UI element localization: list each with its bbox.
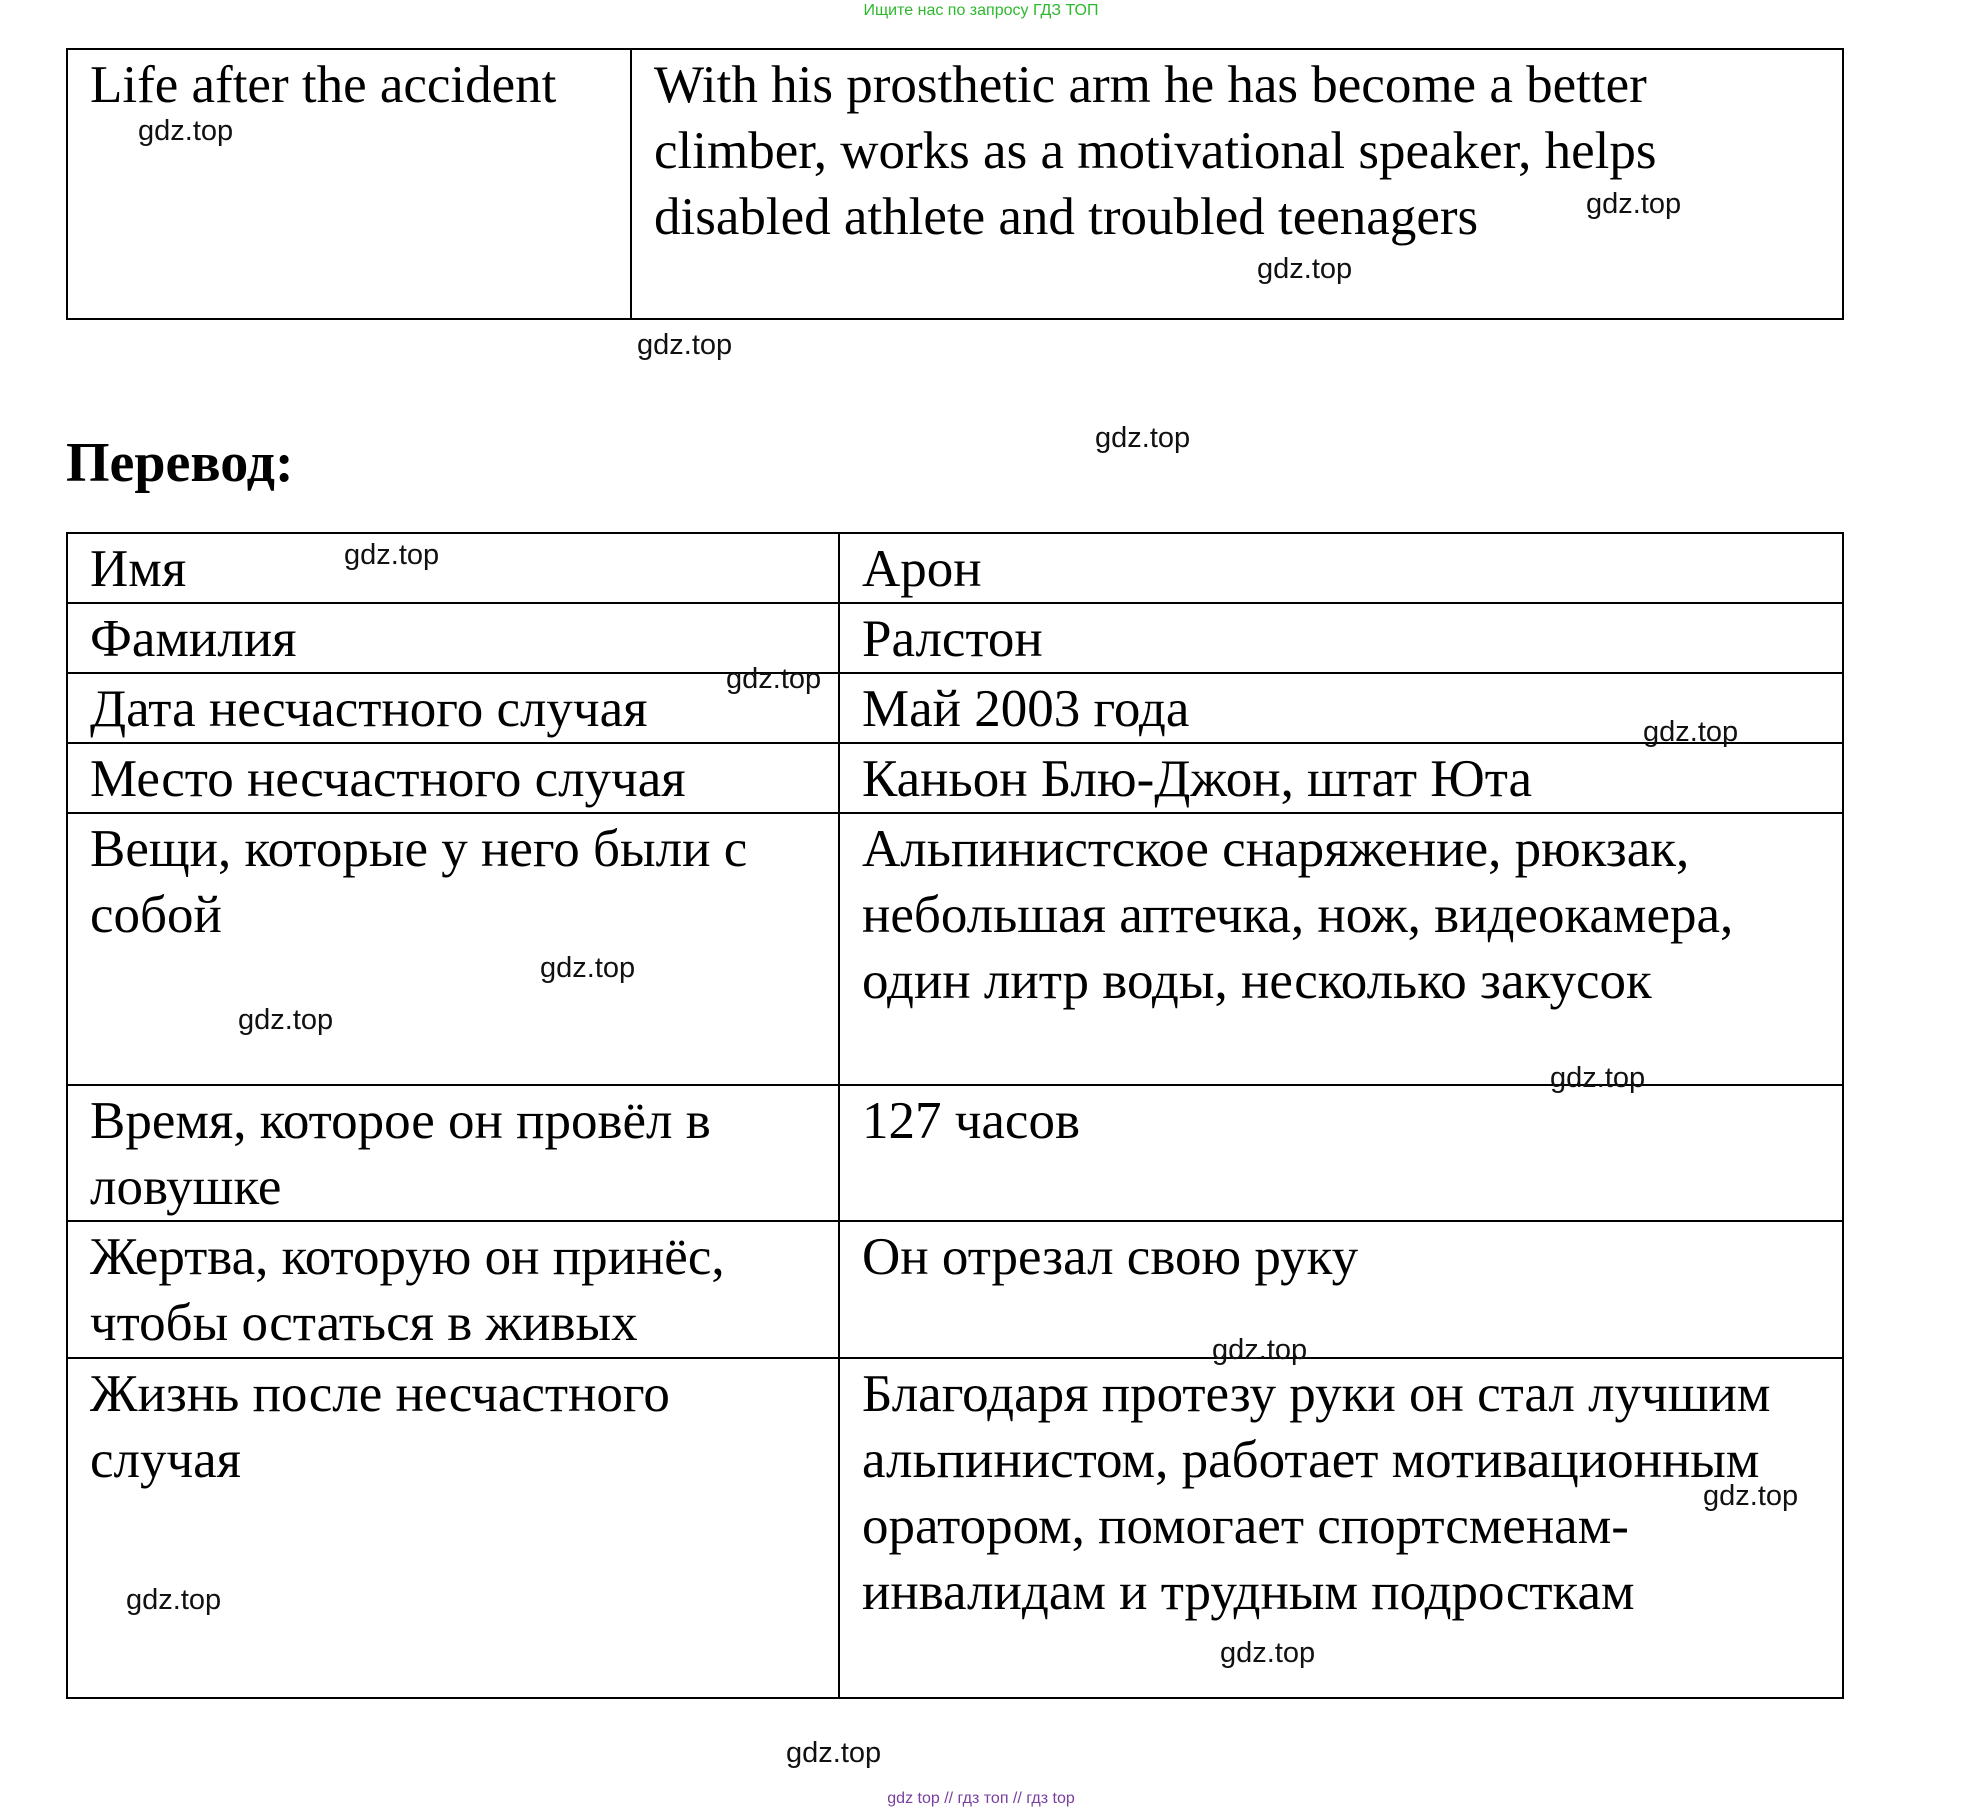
table-row (67, 49, 1843, 319)
watermark: gdz.top (1703, 1480, 1799, 1512)
row-label-cell: Дата несчастного случая (67, 673, 839, 743)
row-value-cell: Ралстон (839, 603, 1843, 673)
row-value-cell: Арон (839, 533, 1843, 603)
row-label-cell: Life after the accident (67, 49, 631, 319)
watermark: gdz.top (138, 115, 234, 147)
row-value-cell: Май 2003 года (839, 673, 1843, 743)
row-label-cell: Жертва, которую он принёс, чтобы остаться в живых (67, 1221, 839, 1358)
translation-table (66, 532, 1844, 1699)
row-label-cell: Фамилия (67, 603, 839, 673)
table-row (67, 1358, 1843, 1698)
row-value-cell: 127 часов (839, 1085, 1843, 1221)
table-row (67, 673, 1843, 743)
watermark: gdz.top (1212, 1334, 1308, 1366)
row-label-cell: Жизнь после несчастного случая (67, 1358, 839, 1698)
row-label-cell: Вещи, которые у него были с собой (67, 813, 839, 1085)
watermark: gdz.top (344, 539, 440, 571)
english-answer-table (66, 48, 1844, 320)
table-row (67, 1221, 1843, 1358)
row-value-cell: With his prosthetic arm he has become a better climber, works as a motivational speaker, helps disabled athlete and troubled teenagers (631, 49, 1843, 319)
top-search-banner: Ищите нас по запросу ГДЗ ТОП (863, 2, 1099, 19)
translation-heading: Перевод: (66, 432, 294, 494)
table-row (67, 743, 1843, 813)
watermark: gdz.top (1550, 1062, 1646, 1094)
watermark: gdz.top (540, 952, 636, 984)
watermark: gdz.top (637, 329, 733, 361)
watermark: gdz.top (1586, 188, 1682, 220)
row-value-cell: Благодаря протезу руки он стал лучшим альпинистом, работает мотивационным оратором, помогает спортсменам-инвалидам и трудным подросткам (839, 1358, 1843, 1698)
watermark: gdz.top (1257, 253, 1353, 285)
row-value-cell: Альпинистское снаряжение, рюкзак, небольшая аптечка, нож, видеокамера, один литр воды, несколько закусок (839, 813, 1843, 1085)
row-label-cell: Имя (67, 533, 839, 603)
table-row (67, 533, 1843, 603)
row-label-cell: Время, которое он провёл в ловушке (67, 1085, 839, 1221)
row-label-cell: Место несчастного случая (67, 743, 839, 813)
table-row (67, 603, 1843, 673)
watermark: gdz.top (726, 663, 822, 695)
table-row (67, 1085, 1843, 1221)
row-value-cell: Он отрезал свою руку (839, 1221, 1843, 1358)
table-row (67, 813, 1843, 1085)
row-value-cell: Каньон Блю-Джон, штат Юта (839, 743, 1843, 813)
watermark: gdz.top (238, 1004, 334, 1036)
watermark: gdz.top (1095, 422, 1191, 454)
watermark: gdz.top (1643, 716, 1739, 748)
watermark: gdz.top (1220, 1637, 1316, 1669)
watermark: gdz.top (786, 1737, 882, 1769)
watermark: gdz.top (126, 1584, 222, 1616)
bottom-watermark-banner: gdz top // гдз топ // гдз top (887, 1790, 1075, 1807)
